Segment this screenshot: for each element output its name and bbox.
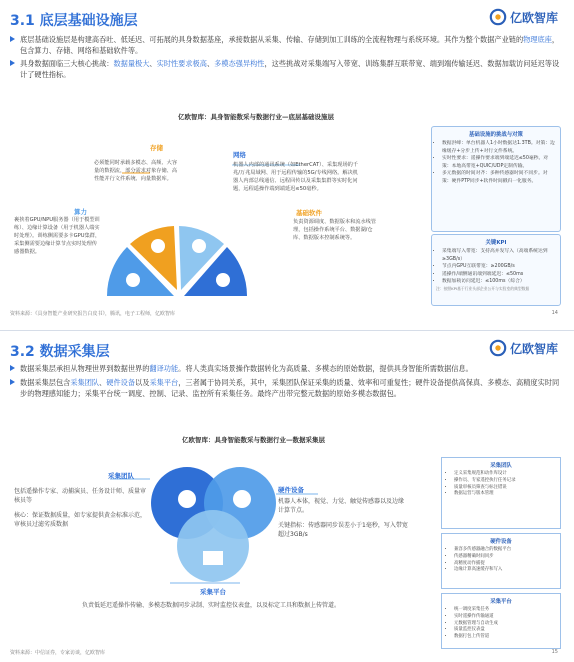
highlight: 采集平台 [149, 378, 179, 387]
software-icon [216, 273, 230, 287]
challenges-box [431, 126, 561, 232]
highlight: 翻译功能 [149, 364, 179, 373]
platform-text: 负责低延迟遥操作传输、多模态数据同步录制、实时监控仪表盘，以及标定工具和数据上传管道。 [82, 602, 341, 609]
list-item: • 操作员、专家遥控执行任务记录 [454, 478, 557, 485]
list-item: • 统一调度采集任务 [454, 607, 557, 614]
platform-circle [177, 510, 249, 582]
text: 数据采集层承担从物理世界到数据世界的 [20, 364, 150, 373]
team-text: 包括遥操作专家、动捕演员、任务设计师、质量审核员等 [14, 488, 147, 504]
text: ，包含算力、存储、网络和基础软件等。 [20, 35, 560, 55]
side-team-box [441, 457, 561, 529]
highlight: 硬件设备 [106, 378, 136, 387]
highlight: 采集团队 [70, 378, 100, 387]
hardware-label: 硬件设备 [278, 486, 304, 494]
challenges-list [432, 140, 560, 185]
list-item: • 元数据管理与自动生成 [454, 621, 557, 628]
platform-label: 采集平台 [200, 588, 226, 596]
list-item: • 传感器精确时间同步 [454, 554, 557, 561]
logo-text: 亿欧智库 [509, 10, 558, 25]
highlight: 物理底座 [523, 35, 552, 44]
storage-icon [151, 239, 165, 253]
list-item: • 数据打包上传管道 [454, 634, 557, 641]
text: 、 [206, 59, 215, 68]
side-hardware-list [442, 547, 560, 574]
list-item: • 高精度动作捕捉 [454, 561, 557, 568]
challenges-title: 基础设施的挑战与对策 [469, 132, 523, 138]
side-platform-title: 采集平台 [490, 599, 512, 605]
highlight: 多模态强异构性 [214, 59, 265, 68]
kpi-note: 注：按照KPI基于行业头部企业公开与实验室的典型数据 [436, 285, 530, 291]
list-item: • 节点内GPU互联带宽：≥200GB/s [442, 263, 556, 271]
text: 底层基础设施层是构建高吞吐、低延迟、可拓展的具身数据基座，承接数据从采集、传输、存储到加工训练的全流程物理与系统环境。其作为整个数据产业链的 [20, 35, 524, 44]
kpi-title: 关键KPI [485, 240, 507, 246]
compute-text: 裹挟着GPU/NPU服务器（用于模型训练）、边缘计算设备（用于机器人端实时处理）。训练侧需要多卡GPU集群，采集侧需要边缘计算节点实时处理传感器数据。 [14, 217, 101, 255]
chip-icon [126, 273, 140, 287]
gear-icon [233, 490, 251, 508]
monitor-icon [203, 551, 223, 565]
hardware-key-text: 关键指标：传感器同步误差小于1毫秒，写入带宽超过3GB/s [278, 522, 408, 538]
list-item: • 兼容多传感器融合的数据平台 [454, 547, 557, 554]
side-team-title: 采集团队 [490, 463, 512, 469]
side-hardware-box [441, 533, 561, 589]
source-note: 资料来源：中信证券，专家访谈，亿欧智库 [10, 650, 106, 656]
kpi-list [432, 248, 560, 286]
list-item: • 采集端写入带宽：支持高并发写入（高端系统达到≥3GB/s） [442, 248, 556, 263]
network-text: 机器人内部的通讯系统（如EtherCAT）、采集现场的千兆/万兆局域网、用于远程传输的5G/专线网络。解决机器人内部总线通信、远程回传以及采集集群等实时化问题，远程遥操作端到端延迟≤50毫秒。 [233, 162, 359, 192]
page-title: 3.2 数据采集层 [10, 344, 110, 360]
storage-text: 必须能同时承载多模态、高频、大容量的数据流，部分需求对象存储、高性能并行文件系统、向量数据库。 [94, 160, 178, 182]
page-1 [0, 0, 574, 330]
kpi-box [431, 234, 561, 306]
list-item: • 定义采集规范和动作库设计 [454, 471, 557, 478]
page-number: 15 [551, 649, 558, 655]
team-core-text: 核心：保证数据质量，如专家提供黄金标准示范，审核员过滤劣质数据 [14, 512, 147, 528]
highlight: 数据量极大 [113, 59, 150, 68]
side-hardware-title: 硬件设备 [490, 539, 512, 545]
highlight: 实时性要求极高 [156, 59, 207, 68]
list-item: • 实时遥操作传输通道 [454, 614, 557, 621]
network-label: 网络 [233, 151, 246, 159]
list-item: • 质量审核员筛查与标注错误 [454, 485, 557, 492]
team-label: 采集团队 [108, 472, 134, 480]
list-item: • 质量监控仪表盘 [454, 627, 557, 634]
text: 。将人类真实场景操作数据转化为高质量、多模态的原始数据，提供具身智能所需数据信息。 [178, 364, 473, 373]
text: 数据采集层包含 [20, 378, 71, 387]
software-text: 负责资源调度、数据版本和流水线管理，包括操作系统平台、数据湖/仓库、数据版本控制系统等。 [293, 219, 377, 241]
list-item: • 实时性要求：遥操作要求端到端延迟≤50毫秒。对策：本地高带宽+QUIC/UDP定制传输。 [442, 155, 556, 170]
text: 、 [149, 59, 157, 68]
list-item: • 遥操作/端侧通讯端到端延迟：≤50ms [442, 271, 556, 279]
text: 具身数据面临三大核心挑战： [20, 59, 114, 68]
figure-title: 亿欧智库：具身智能数采与数据行业—数据采集层 [182, 436, 325, 444]
list-item: • 数据运营与版本管理 [454, 491, 557, 498]
page-2 [0, 331, 574, 662]
logo-text: 亿欧智库 [509, 341, 558, 356]
list-item: • 数据加载访问延迟：≤100ms（综合） [442, 278, 556, 286]
text: ，这些挑战对采集端写入带宽、训练集群互联带宽、端到端传输延迟、数据加载访问延迟等设计了硬性指标。 [20, 59, 560, 79]
page-number: 14 [551, 310, 558, 316]
hardware-text: 机器人本体，视觉、力觉、触觉传感器以及边缘计算节点。 [278, 498, 405, 514]
side-platform-list [442, 607, 560, 641]
side-platform-box [441, 593, 561, 649]
side-team-list [442, 471, 560, 498]
text: 、 [99, 378, 107, 387]
list-item: • 多元数据的时间对齐：多种传感器时间不同步。对策：硬件PTP同步+软件时间戳归一化服务。 [442, 170, 556, 185]
source-note: 资料来源：《具身智能产业研究报告白皮书》，腾讯，电子工程师，亿欧智库 [10, 311, 176, 317]
list-item: • 数据洪峰：单台机器人1小时数据达1.3TB。对策：边缘缓存+分步上传+对行文件系统。 [442, 140, 556, 155]
people-icon [178, 490, 196, 508]
storage-label: 存储 [150, 144, 163, 152]
text: 以及 [135, 378, 150, 387]
network-icon [192, 239, 206, 253]
page-title: 3.1 底层基础设施层 [10, 13, 138, 29]
software-label: 基础软件 [296, 209, 322, 217]
list-item: • 边缘计算高速缓存和写入 [454, 567, 557, 574]
figure-title: 亿欧智库：具身智能数采与数据行业—底层基础设施层 [178, 113, 334, 121]
text: ，三者属于协同关系，其中，采集团队保证采集的质量、效率和可重复性；硬件设备提供高保真、多模态、高精度实时同步的物理感知能力；采集平台统一调度、控制、记录、监控所有采集任务。最终产出带完整元数据的原始多模态数据包。 [20, 378, 560, 398]
compute-label: 算力 [74, 208, 87, 216]
